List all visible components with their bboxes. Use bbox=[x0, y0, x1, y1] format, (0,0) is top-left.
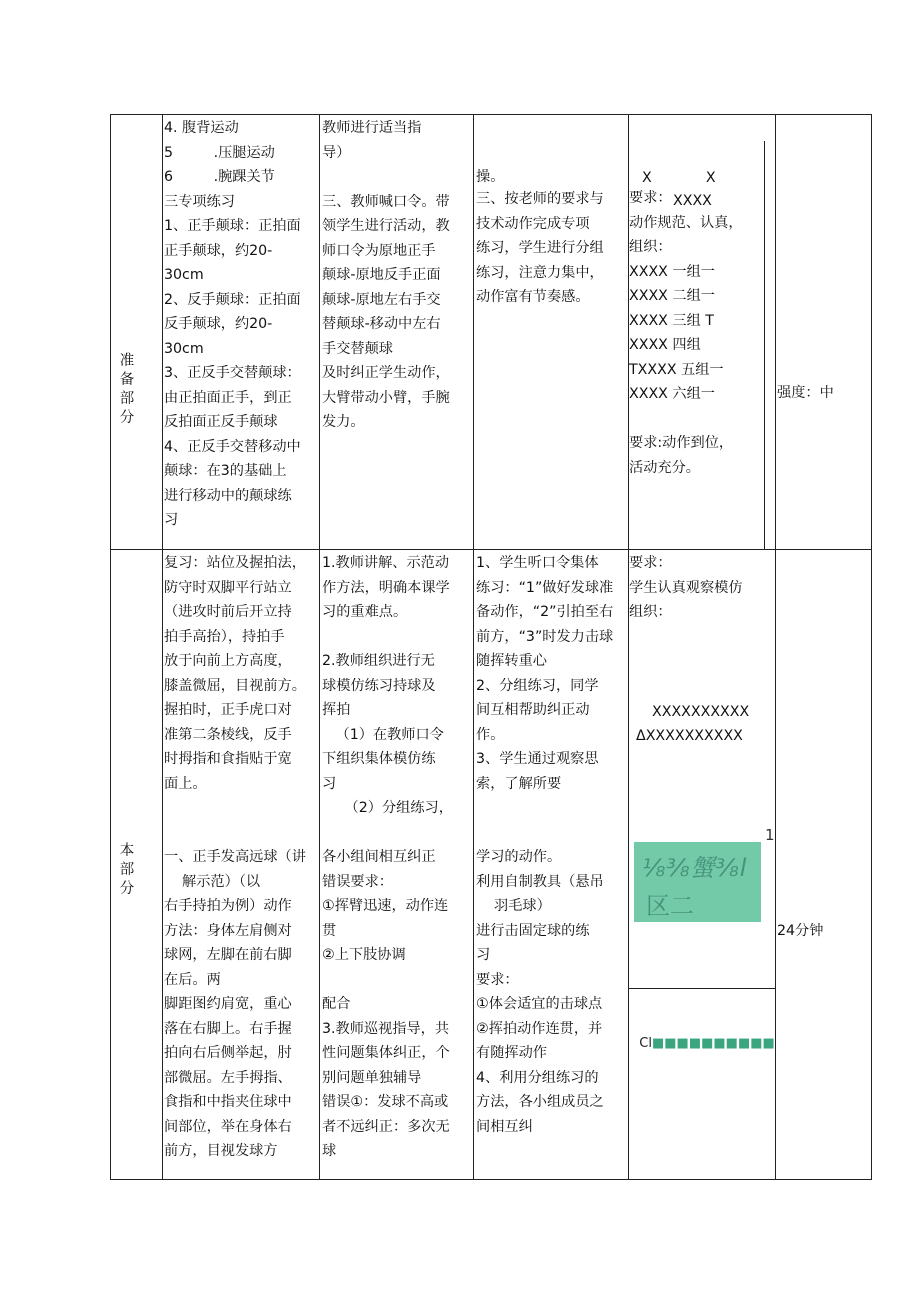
text-line: 备动作，“2”引拍至右 bbox=[476, 604, 614, 620]
prep-section-label: 准备部分 bbox=[119, 353, 135, 426]
text-line: 4、利用分组练习的 bbox=[476, 1069, 599, 1086]
text-line: 3、学生通过观察思 bbox=[476, 751, 599, 767]
stamp-mark: 1 bbox=[765, 826, 775, 844]
text-line: 三、教师喊口令。带 bbox=[322, 193, 450, 210]
text-line: 师口令为原地正手 bbox=[322, 242, 436, 259]
text-line: 在后。两 bbox=[164, 971, 221, 988]
prep-organization bbox=[629, 186, 743, 480]
text-line: 颠球-原地反手正面 bbox=[322, 267, 441, 283]
text-line: 错误①：发球不高或 bbox=[322, 1094, 449, 1110]
text-line: 进行移动中的颠球练 bbox=[164, 487, 292, 504]
text-line: 组织： bbox=[629, 604, 672, 620]
text-line: （进攻时前后开立持 bbox=[164, 604, 292, 620]
text-line bbox=[322, 165, 450, 190]
text-line: 部微屈。左手拇指、 bbox=[164, 1069, 292, 1086]
text-line bbox=[476, 821, 613, 846]
prep-student-top: 操。 bbox=[476, 169, 505, 185]
text-line: 间互相帮助纠正动 bbox=[476, 702, 590, 718]
text-line: ②挥拍动作连贯，并 bbox=[476, 1020, 603, 1037]
text-line: ②上下肢协调 bbox=[322, 947, 406, 963]
text-line: 动作富有节奏感。 bbox=[476, 289, 590, 305]
text-line: 放于向前上方高度， bbox=[164, 653, 292, 669]
text-line: 习 bbox=[476, 947, 491, 963]
text-line: 面上。 bbox=[164, 775, 207, 792]
text-line: 各小组间相互纠正 bbox=[322, 849, 436, 865]
text-line: 大臂带动小臂，手腕 bbox=[322, 389, 450, 406]
text-line: 落在右脚上。右手握 bbox=[164, 1020, 292, 1037]
text-line: 者不远纠正：多次无 bbox=[322, 1118, 450, 1135]
text-line: 领学生进行活动，教 bbox=[322, 218, 450, 234]
text-line: （2）分组练习， bbox=[322, 800, 453, 816]
prep-org-formation-top2: XXXX bbox=[673, 193, 712, 209]
text-line: 进行击固定球的练 bbox=[476, 922, 590, 939]
text-line: 组织： bbox=[629, 239, 672, 255]
main-time: 24分钟 bbox=[777, 923, 824, 939]
text-line: 间相互纠 bbox=[476, 1118, 533, 1135]
text-line: 食指和中指夹住球中 bbox=[164, 1094, 292, 1110]
text-line: XXXX 四组 bbox=[629, 337, 701, 353]
text-line: XXXX 一组一 bbox=[629, 263, 715, 280]
text-line: 有随挥动作 bbox=[476, 1045, 547, 1061]
text-line: 握拍时，正手虎口对 bbox=[164, 702, 292, 718]
text-line: 随挥转重心 bbox=[476, 653, 547, 669]
text-line: 练习，学生进行分组 bbox=[476, 240, 604, 256]
text-line bbox=[322, 625, 453, 650]
text-line: 习的重难点。 bbox=[322, 604, 408, 620]
text-line: 三专项练习 bbox=[164, 193, 235, 210]
text-line: 练习：“1”做好发球准 bbox=[476, 579, 614, 596]
text-line: 利用自制教具（悬吊 bbox=[476, 873, 604, 890]
text-line: TXXXX 五组一 bbox=[629, 361, 724, 378]
text-line: 球 bbox=[322, 1143, 337, 1159]
main-org-formation-2: ΔXXXXXXXXXX bbox=[636, 728, 743, 744]
text-line: 贯 bbox=[322, 922, 337, 939]
text-line: 3.教师巡视指导，共 bbox=[322, 1020, 450, 1037]
text-line bbox=[629, 407, 743, 432]
text-line: 反手颠球，约20- bbox=[164, 316, 273, 332]
text-line: 解示范）（以 bbox=[164, 873, 261, 890]
text-line: 膝盖微屈，目视前方。 bbox=[164, 677, 306, 694]
text-line: 2.教师组织进行无 bbox=[322, 653, 435, 669]
text-line: 颠球-原地左右手交 bbox=[322, 291, 441, 308]
text-line: 间部位，举在身体右 bbox=[164, 1118, 292, 1135]
text-line: 复习：站位及握拍法， bbox=[164, 555, 306, 571]
text-line: 练习，注意力集中， bbox=[476, 264, 604, 281]
text-line: 1.教师讲解、示范动 bbox=[322, 555, 450, 571]
text-line: 颠球：在3的基础上 bbox=[164, 463, 287, 479]
text-line: 替颠球-移动中左右 bbox=[322, 316, 441, 332]
main-teacher-activity bbox=[322, 551, 453, 1164]
org-bottom-label: Cl bbox=[639, 1036, 652, 1051]
text-line: 反拍面正反手颠球 bbox=[164, 414, 278, 430]
text-line: 一、正手发高远球（讲 bbox=[164, 849, 306, 865]
text-line: 作。 bbox=[476, 726, 505, 743]
text-line: 配合 bbox=[322, 996, 351, 1012]
text-line bbox=[164, 821, 306, 846]
prep-content bbox=[164, 116, 301, 533]
text-line: 前方，“3”时发力击球 bbox=[476, 628, 614, 645]
text-line: 羽毛球） bbox=[476, 898, 551, 914]
text-line: 活动充分。 bbox=[629, 459, 700, 476]
text-line: 正手颠球，约20- bbox=[164, 242, 273, 259]
text-line: 拍向右后侧举起，肘 bbox=[164, 1045, 292, 1061]
main-content bbox=[164, 551, 306, 1164]
text-line: 2、分组练习，同学 bbox=[476, 677, 599, 694]
text-line: 要求： bbox=[629, 190, 672, 206]
text-line: 方法，各小组成员之 bbox=[476, 1094, 604, 1110]
text-line: 方法：身体左肩侧对 bbox=[164, 922, 292, 939]
text-line: 防守时双脚平行站立 bbox=[164, 579, 292, 596]
text-line: 要求:动作到位， bbox=[629, 435, 734, 451]
text-line: 学生认真观察模仿 bbox=[629, 579, 743, 596]
text-line: 别问题单独辅导 bbox=[322, 1069, 422, 1086]
org-bottom-marker bbox=[631, 1021, 775, 1051]
text-line: 错误要求： bbox=[322, 873, 393, 890]
text-line: 三、按老师的要求与 bbox=[476, 191, 604, 207]
text-line: 性问题集体纠正，个 bbox=[322, 1045, 450, 1061]
text-line: XXXX 六组一 bbox=[629, 386, 715, 402]
text-line: XXXX 二组一 bbox=[629, 288, 715, 304]
text-line: 导） bbox=[322, 144, 351, 161]
text-line: 学习的动作。 bbox=[476, 849, 562, 865]
main-organization bbox=[629, 551, 743, 625]
text-line: 4. 腹背运动 bbox=[164, 120, 239, 136]
text-line: 准第二条棱线，反手 bbox=[164, 726, 292, 743]
prep-student-activity bbox=[476, 187, 604, 310]
text-line: 手交替颠球 bbox=[322, 340, 393, 357]
text-line: 挥拍 bbox=[322, 702, 351, 718]
text-line: 30cm bbox=[164, 267, 204, 283]
text-line: 脚距图约肩宽，重心 bbox=[164, 996, 292, 1012]
prep-intensity: 强度：中 bbox=[777, 385, 834, 401]
text-line: 动作规范、认真， bbox=[629, 214, 743, 231]
stamp-image: ⅛⅜蟹⅜l 区二 bbox=[634, 842, 761, 922]
text-line: 习 bbox=[322, 775, 337, 792]
main-section-label: 本部分 bbox=[119, 843, 135, 897]
text-line: 由正拍面正手，到正 bbox=[164, 389, 292, 406]
text-line bbox=[322, 821, 453, 846]
main-org-formation-1: XXXXXXXXXX bbox=[652, 704, 750, 720]
text-line: 技术动作完成专项 bbox=[476, 215, 590, 232]
text-line: ①体会适宜的击球点 bbox=[476, 996, 603, 1012]
text-line: 球网，左脚在前右脚 bbox=[164, 947, 292, 963]
dash-line: ■■■■■■■■■■ bbox=[651, 1036, 775, 1051]
prep-teacher-activity bbox=[322, 116, 450, 435]
text-line: 5 .压腿运动 bbox=[164, 144, 275, 161]
text-line: 要求： bbox=[476, 971, 519, 988]
text-line: 1、正手颠球：正拍面 bbox=[164, 218, 301, 234]
text-line: ①挥臂迅速，动作连 bbox=[322, 898, 449, 914]
text-line: 作方法，明确本课学 bbox=[322, 579, 450, 596]
text-line: 4、正反手交替移动中 bbox=[164, 438, 301, 455]
main-student-activity bbox=[476, 551, 613, 1139]
text-line: 拍手高抬），持拍手 bbox=[164, 628, 285, 645]
text-line: 时拇指和食指贴于宽 bbox=[164, 751, 292, 767]
text-line: 索，了解所要 bbox=[476, 775, 562, 792]
text-line: 球模仿练习持球及 bbox=[322, 677, 436, 694]
text-line: XXXX 三组 T bbox=[629, 312, 714, 329]
text-line: 下组织集体模仿练 bbox=[322, 751, 436, 767]
text-line: 前方，目视发球方 bbox=[164, 1143, 278, 1159]
text-line: 1、学生听口令集体 bbox=[476, 555, 599, 571]
prep-org-formation-top: X X bbox=[642, 170, 716, 186]
text-line: 右手持拍为例）动作 bbox=[164, 898, 292, 914]
text-line bbox=[322, 968, 453, 993]
text-line: 6 .腕踝关节 bbox=[164, 169, 275, 185]
text-line: 要求： bbox=[629, 555, 672, 571]
text-line bbox=[476, 796, 613, 821]
text-line: 教师进行适当指 bbox=[322, 120, 422, 136]
text-line: 2、反手颠球：正拍面 bbox=[164, 291, 301, 308]
text-line: （1）在教师口令 bbox=[322, 726, 444, 743]
text-line: 30cm bbox=[164, 340, 204, 357]
text-line: 发力。 bbox=[322, 414, 365, 430]
text-line: 习 bbox=[164, 512, 179, 528]
text-line: 3、正反手交替颠球： bbox=[164, 365, 301, 381]
text-line bbox=[164, 796, 306, 821]
text-line: 及时纠正学生动作， bbox=[322, 365, 450, 381]
